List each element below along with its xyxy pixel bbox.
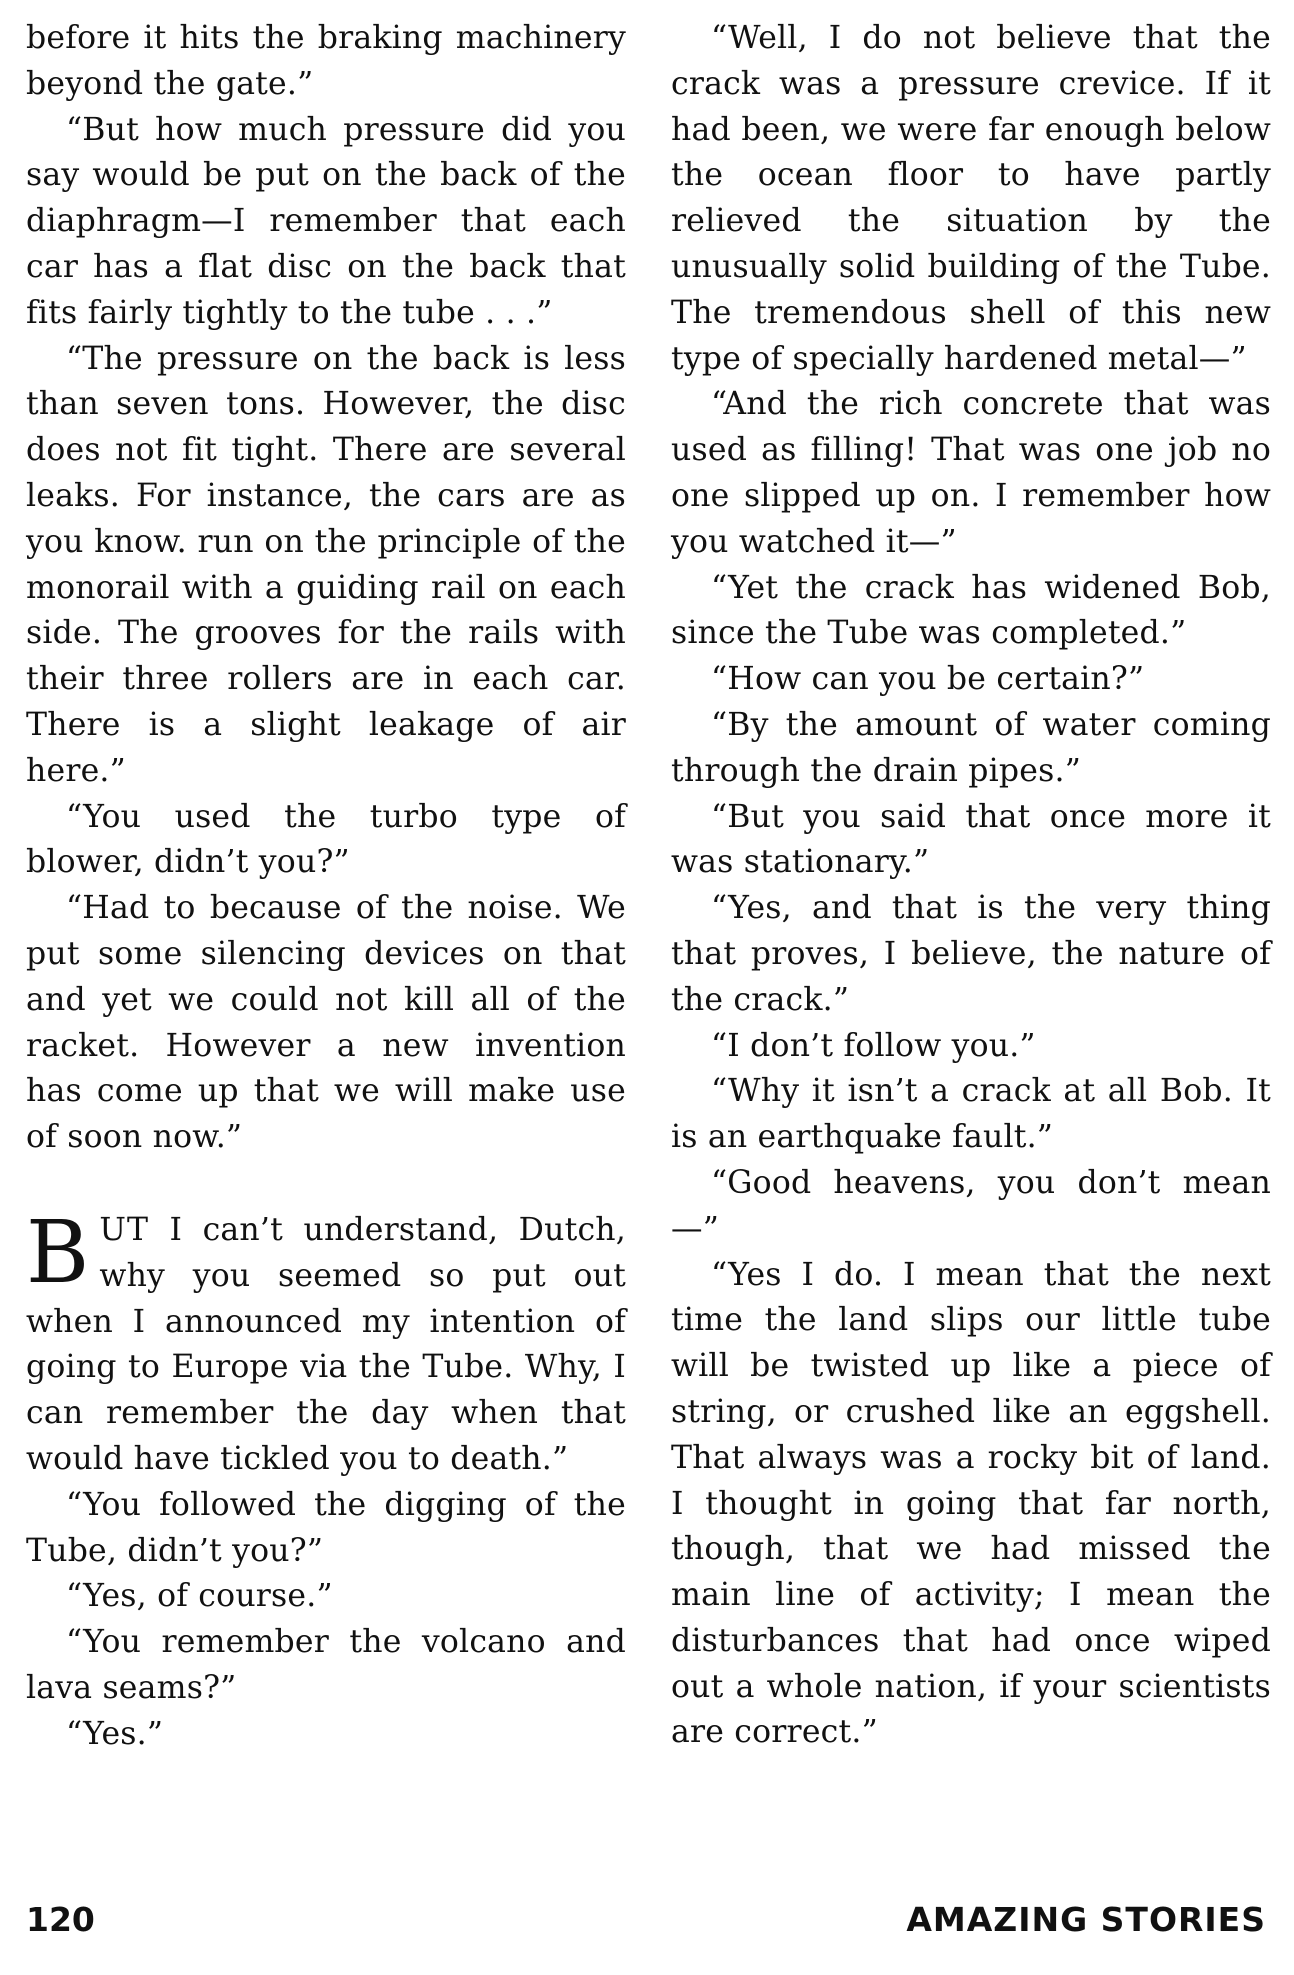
paragraph: “I don’t follow you.” bbox=[711, 1027, 1036, 1064]
paragraph: “By the amount of water coming through the drain pipes.” bbox=[671, 706, 1271, 789]
paragraph: “Why it isn’t a crack at all Bob. It is an earthquake fault.” bbox=[671, 1073, 1271, 1156]
paragraph: “Yet the crack has widened Bob, since the Tube was completed.” bbox=[671, 569, 1271, 652]
right-column bbox=[671, 16, 1271, 1756]
drop-cap: B bbox=[26, 1202, 90, 1303]
section-start-paragraph bbox=[26, 1202, 626, 1483]
page-number: 120 bbox=[26, 1900, 95, 1939]
paragraph: “Well, I do not believe that the crack was a pressure crevice. If it had been, we were far enough below the ocean floor to have partly relieved the situation by the unusually solid building of the Tube. The tremendous shell of this new type of specially hardened metal—” bbox=[671, 20, 1271, 377]
paragraph: “Yes, of course.” bbox=[66, 1578, 333, 1615]
left-column bbox=[26, 16, 626, 1757]
paragraph-text: I can’t understand, Dutch, why you seemed so put out when I announced my intention of going to Europe via the Tube. Why, I can remember the day when that would have tickled you to death.” bbox=[26, 1211, 626, 1477]
paragraph: “Good heavens, you don’t mean—” bbox=[671, 1164, 1271, 1247]
paragraph: “Yes.” bbox=[66, 1715, 164, 1752]
paragraph: “You followed the digging of the Tube, didn’t you?” bbox=[26, 1486, 626, 1569]
paragraph: “And the rich concrete that was used as filling! That was one job no one slipped up on. I remember how you watched it—” bbox=[671, 386, 1271, 560]
paragraph: “How can you be certain?” bbox=[711, 661, 1145, 698]
paragraph: “Yes, and that is the very thing that proves, I believe, the nature of the crack.” bbox=[671, 890, 1271, 1018]
paragraph: “Had to because of the noise. We put some silencing devices on that and yet we could not kill all of the racket. However a new invention has come up that we will make use of soon now.” bbox=[26, 890, 626, 1156]
paragraph: “You used the turbo type of blower, didn’t you?” bbox=[26, 798, 626, 881]
paragraph: “You remember the volcano and lava seams?” bbox=[26, 1624, 626, 1706]
paragraph: before it hits the braking machinery beyond the gate.” bbox=[26, 20, 626, 102]
paragraph: “But you said that once more it was stationary.” bbox=[671, 798, 1271, 881]
small-caps-lead: UT bbox=[99, 1211, 149, 1248]
magazine-title: AMAZING STORIES bbox=[906, 1900, 1266, 1939]
paragraph: “The pressure on the back is less than seven tons. However, the disc does not fit tight. There are several leaks. For instance, the cars are as you know. run on the principle of the monorail with a guiding rail on each side. The grooves for the rails with their three rollers are in each car. There is a slight leakage of air here.” bbox=[26, 340, 626, 789]
paragraph: “But how much pressure did you say would be put on the back of the diaphragm—I remember that each car has a flat disc on the back that fits fairly tightly to the tube . . .” bbox=[26, 111, 626, 331]
paragraph: “Yes I do. I mean that the next time the land slips our little tube will be twisted up like a piece of string, or crushed like an eggshell. That always was a rocky bit of land. I thought in going that far north, though, that we had missed the main line of activity; I mean the disturbances that had once wiped out a whole nation, if your scientists are correct.” bbox=[671, 1256, 1271, 1751]
